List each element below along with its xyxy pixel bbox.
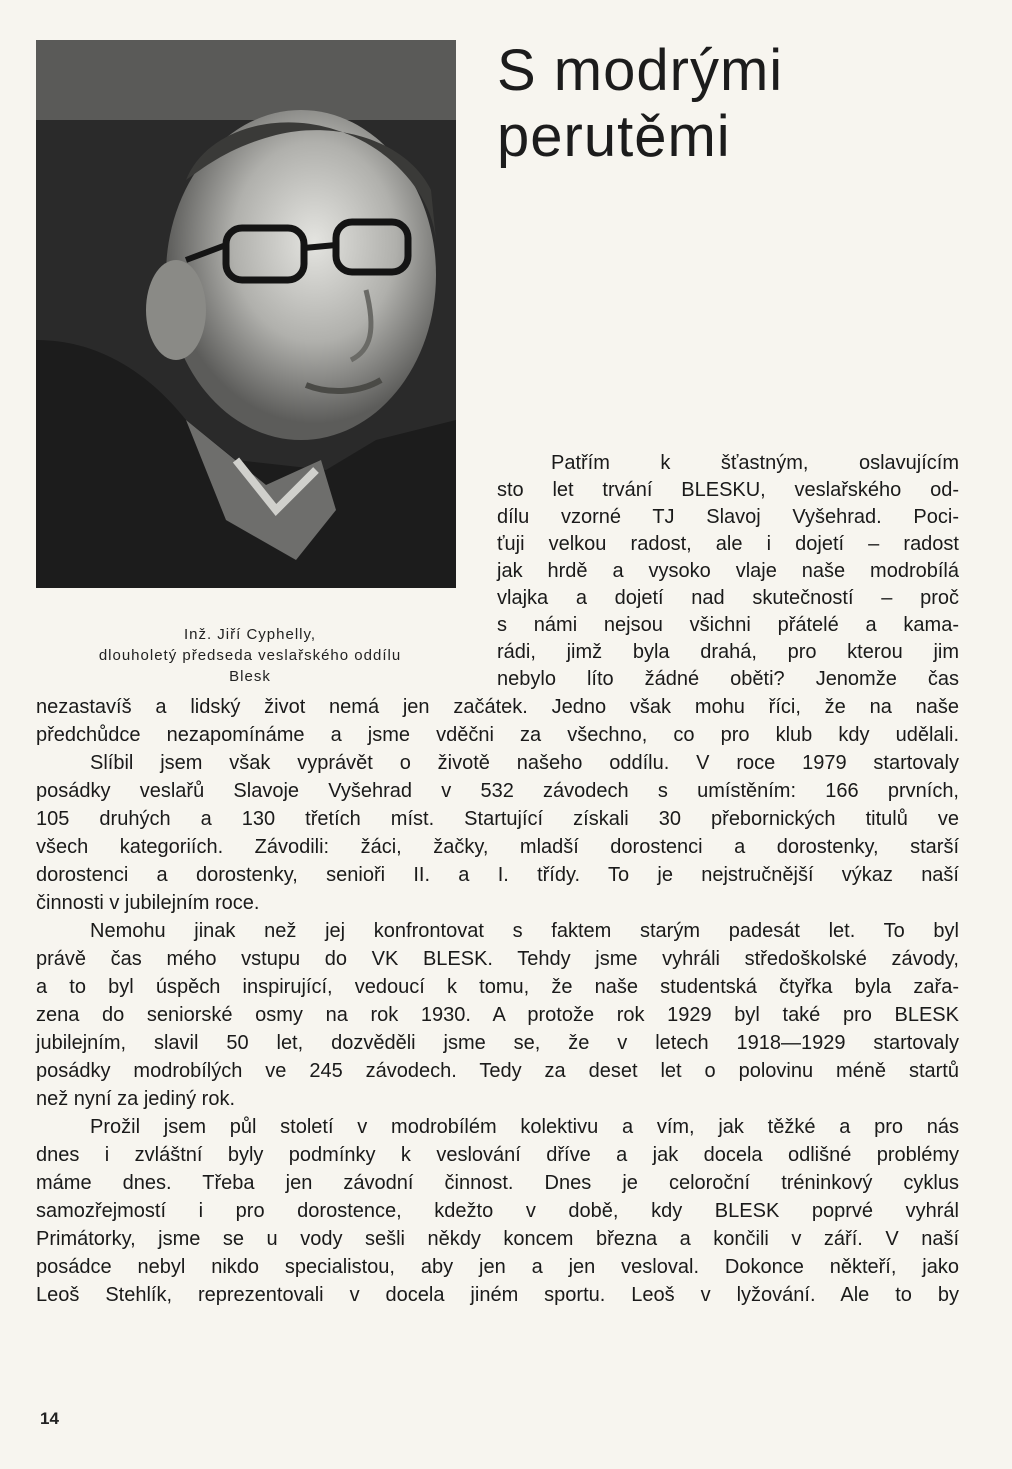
body-line: sto let trvání BLESKU, veslařského od- — [497, 479, 959, 501]
body-line: jak hrdě a vysoko vlaje naše modrobílá — [497, 560, 959, 582]
body-line: posádce nebyl nikdo specialistou, aby jen a jen vesloval. Dokonce někteří, jako — [36, 1256, 959, 1278]
body-line: samozřejmostí i pro dorostence, kdežto v době, kdy BLESK poprvé vyhrál — [36, 1200, 959, 1222]
body-line: jubilejním, slavil 50 let, dozvěděli jsme se, že v letech 1918—1929 startovaly — [36, 1032, 959, 1054]
body-line: činnosti v jubilejním roce. — [36, 892, 260, 914]
body-line: rádi, jimž byla drahá, pro kterou jim — [497, 641, 959, 663]
body-line: všech kategoriích. Závodili: žáci, žačky, mladší dorostenci a dorostenky, starší — [36, 836, 959, 858]
body-line: ťuji velkou radost, ale i dojetí – radost — [497, 533, 959, 555]
body-line: dílu vzorné TJ Slavoj Vyšehrad. Poci- — [497, 506, 959, 528]
caption-line: Inž. Jiří Cyphelly, — [183, 626, 317, 643]
body-line: vlajka a dojetí nad skutečností – proč — [497, 587, 959, 609]
title-line: S modrými — [497, 38, 784, 103]
body-line: posádky modrobílých ve 245 závodech. Tedy za deset let o polovinu méně startů — [36, 1060, 959, 1082]
title-line: perutěmi — [497, 104, 731, 169]
body-line: Primátorky, jsme se u vody sešli někdy koncem března a končili v září. V naší — [36, 1228, 959, 1250]
body-line: Slíbil jsem však vyprávět o životě našeho oddílu. V roce 1979 startovaly — [90, 752, 959, 774]
body-line: dnes i zvláštní byly podmínky k veslování dříve a jak docela odlišné problémy — [36, 1144, 959, 1166]
body-line: předchůdce nezapomínáme a jsme vděčni za všechno, co pro klub kdy udělali. — [36, 724, 959, 746]
page-number: 14 — [40, 1409, 59, 1428]
body-line: s námi nejsou všichni přátelé a kama- — [497, 614, 959, 636]
body-line: máme dnes. Třeba jen závodní činnost. Dnes je celoroční tréninkový cyklus — [36, 1172, 959, 1194]
body-line: právě čas mého vstupu do VK BLESK. Tehdy jsme vyhráli středoškolské závody, — [36, 948, 959, 970]
body-line: Leoš Stehlík, reprezentovali v docela jiném sportu. Leoš v lyžování. Ale to by — [36, 1284, 959, 1306]
body-line: nebylo líto žádné oběti? Jenomže čas — [497, 668, 959, 690]
body-line: Prožil jsem půl století v modrobílém kolektivu a vím, jak těžké a pro nás — [90, 1116, 959, 1138]
body-line: Nemohu jinak než jej konfrontovat s faktem starým padesát let. To byl — [90, 920, 959, 942]
body-line: Patřím k šťastným, oslavujícím — [551, 452, 959, 474]
body-line: 105 druhých a 130 třetích míst. Startující získali 30 přebornických titulů ve — [36, 808, 959, 830]
body-line: a to byl úspěch inspirující, vedoucí k tomu, že naše studentská čtyřka byla zařa- — [36, 976, 959, 998]
caption-line: Blesk — [229, 668, 271, 685]
caption-line: dlouholetý předseda veslařského oddílu — [98, 647, 402, 664]
body-line: nezastavíš a lidský život nemá jen začátek. Jedno však mohu říci, že na naše — [36, 696, 959, 718]
body-line: než nyní za jediný rok. — [36, 1088, 235, 1110]
body-line: dorostenci a dorostenky, senioři II. a I. třídy. To je nejstručnější výkaz naší — [36, 864, 959, 886]
body-line: zena do seniorské osmy na rok 1930. A protože rok 1929 byl také pro BLESK — [36, 1004, 959, 1026]
body-line: posádky veslařů Slavoje Vyšehrad v 532 závodech s umístěním: 166 prvních, — [36, 780, 959, 802]
